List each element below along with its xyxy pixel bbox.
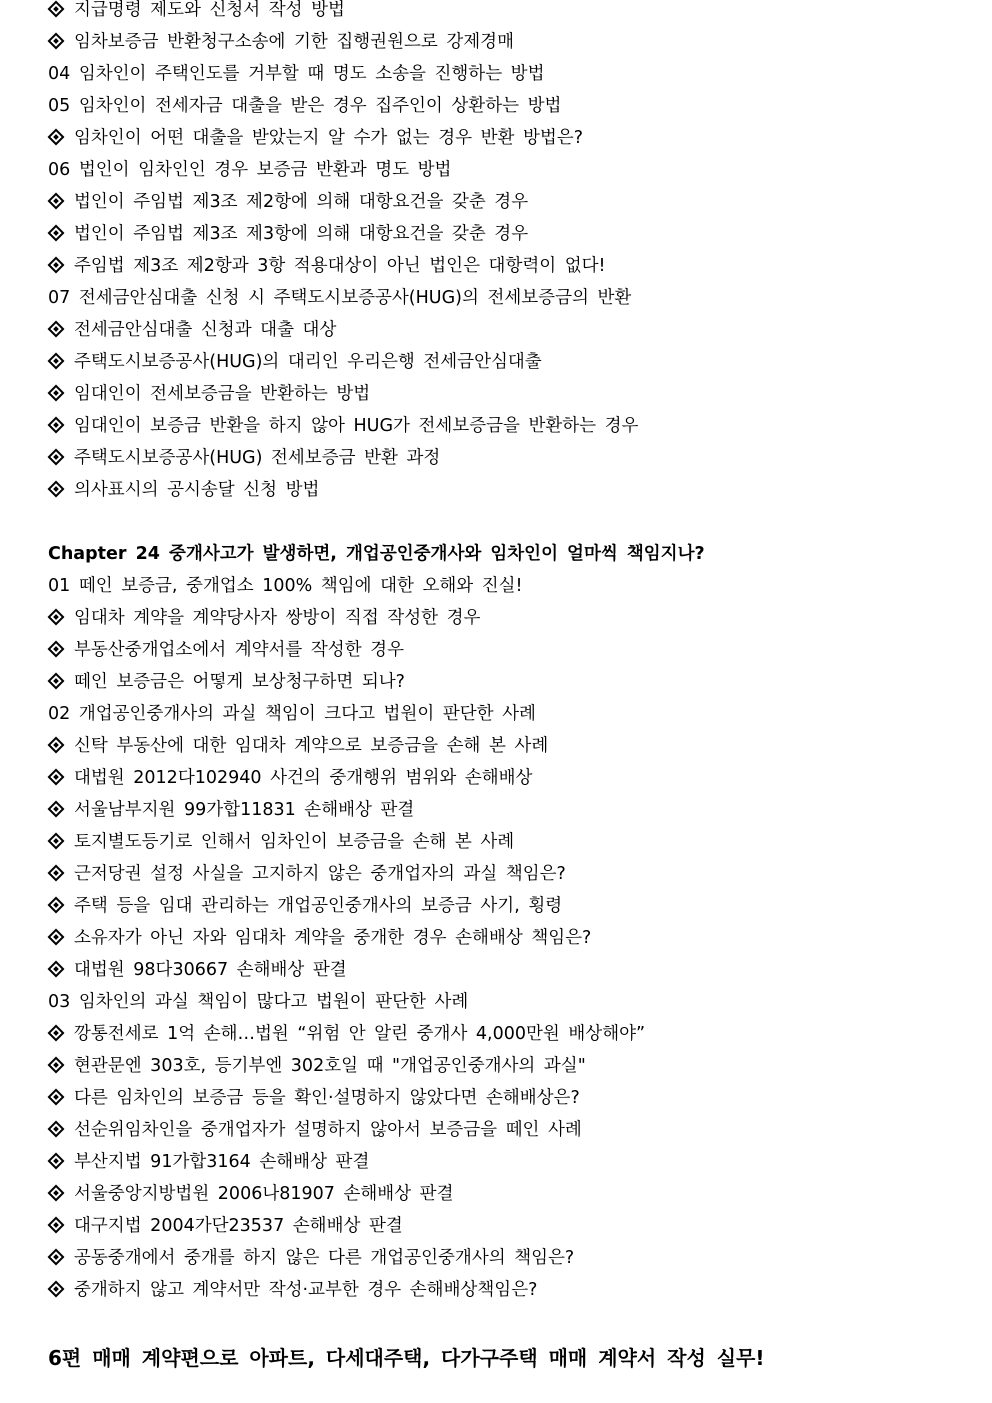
spacer: [48, 506, 968, 538]
toc-item-text: 01 떼인 보증금, 중개업소 100% 책임에 대한 오해와 진실!: [48, 576, 523, 596]
diamond-bullet-icon: [48, 321, 65, 338]
toc-item-text: 02 개업공인중개사의 과실 책임이 크다고 법원이 판단한 사례: [48, 704, 536, 724]
diamond-bullet-icon: [48, 961, 65, 978]
toc-bullet-item: [48, 602, 968, 634]
toc-item-text: 다른 임차인의 보증금 등을 확인·설명하지 않았다면 손해배상은?: [74, 1088, 580, 1108]
diamond-bullet-icon: [48, 1089, 65, 1106]
toc-bullet-item: [48, 1274, 968, 1306]
toc-block-2: [48, 570, 968, 1306]
toc-item-text: 04 임차인이 주택인도를 거부할 때 명도 소송을 진행하는 방법: [48, 64, 545, 84]
toc-item-text: 의사표시의 공시송달 신청 방법: [74, 480, 320, 500]
toc-item-text: 부동산중개업소에서 계약서를 작성한 경우: [74, 640, 404, 660]
diamond-bullet-icon: [48, 1057, 65, 1074]
toc-item-text: 임대인이 전세보증금을 반환하는 방법: [74, 384, 371, 404]
toc-bullet-item: [48, 730, 968, 762]
diamond-bullet-icon: [48, 257, 65, 274]
toc-item-text: 주택도시보증공사(HUG)의 대리인 우리은행 전세금안심대출: [74, 352, 542, 372]
toc-item-text: 근저당권 설정 사실을 고지하지 않은 중개업자의 과실 책임은?: [74, 864, 566, 884]
toc-bullet-item: [48, 442, 968, 474]
toc-item-text: 06 법인이 임차인인 경우 보증금 반환과 명도 방법: [48, 160, 452, 180]
toc-bullet-item: [48, 1178, 968, 1210]
toc-item-text: 중개하지 않고 계약서만 작성·교부한 경우 손해배상책임은?: [74, 1280, 538, 1300]
diamond-bullet-icon: [48, 225, 65, 242]
diamond-bullet-icon: [48, 769, 65, 786]
toc-bullet-item: [48, 410, 968, 442]
toc-item-text: 부산지법 91가합3164 손해배상 판결: [74, 1152, 370, 1172]
diamond-bullet-icon: [48, 1025, 65, 1042]
toc-bullet-item: [48, 218, 968, 250]
diamond-bullet-icon: [48, 385, 65, 402]
diamond-bullet-icon: [48, 1281, 65, 1298]
diamond-bullet-icon: [48, 897, 65, 914]
part-title: 6편 매매 계약편으로 아파트, 다세대주택, 다가구주택 매매 계약서 작성 실무!: [48, 1346, 765, 1370]
toc-bullet-item: [48, 122, 968, 154]
toc-bullet-item: [48, 250, 968, 282]
toc-item-text: 03 임차인의 과실 책임이 많다고 법원이 판단한 사례: [48, 992, 469, 1012]
chapter-title: Chapter 24 중개사고가 발생하면, 개업공인중개사와 임차인이 얼마씩 책임지나?: [48, 544, 705, 564]
toc-item-text: 주택도시보증공사(HUG) 전세보증금 반환 과정: [74, 448, 441, 468]
toc-bullet-item: [48, 634, 968, 666]
toc-bullet-item: [48, 378, 968, 410]
toc-item-text: 07 전세금안심대출 신청 시 주택도시보증공사(HUG)의 전세보증금의 반환: [48, 288, 632, 308]
toc-item-text: 서울중앙지방법원 2006나81907 손해배상 판결: [74, 1184, 454, 1204]
toc-item-text: 임차인이 어떤 대출을 받았는지 알 수가 없는 경우 반환 방법은?: [74, 128, 583, 148]
toc-item-text: 선순위임차인을 중개업자가 설명하지 않아서 보증금을 떼인 사례: [74, 1120, 582, 1140]
toc-item-text: 법인이 주임법 제3조 제3항에 의해 대항요건을 갖춘 경우: [74, 224, 529, 244]
toc-item-text: 신탁 부동산에 대한 임대차 계약으로 보증금을 손해 본 사례: [74, 736, 549, 756]
toc-item-text: 임차보증금 반환청구소송에 기한 집행권원으로 강제경매: [74, 32, 514, 52]
toc-bullet-item: [48, 474, 968, 506]
diamond-bullet-icon: [48, 481, 65, 498]
diamond-bullet-icon: [48, 417, 65, 434]
toc-bullet-item: [48, 666, 968, 698]
toc-item-text: 주임법 제3조 제2항과 3항 적용대상이 아닌 법인은 대항력이 없다!: [74, 256, 606, 276]
toc-item-text: 임대차 계약을 계약당사자 쌍방이 직접 작성한 경우: [74, 608, 481, 628]
toc-item-text: 공동중개에서 중개를 하지 않은 다른 개업공인중개사의 책임은?: [74, 1248, 575, 1268]
diamond-bullet-icon: [48, 129, 65, 146]
diamond-bullet-icon: [48, 1, 65, 18]
toc-item-text: 법인이 주임법 제3조 제2항에 의해 대항요건을 갖춘 경우: [74, 192, 529, 212]
toc-bullet-item: [48, 1146, 968, 1178]
toc-block-1: [48, 0, 968, 506]
toc-bullet-item: [48, 1114, 968, 1146]
diamond-bullet-icon: [48, 801, 65, 818]
toc-item-text: 소유자가 아닌 자와 임대차 계약을 중개한 경우 손해배상 책임은?: [74, 928, 592, 948]
toc-bullet-item: [48, 762, 968, 794]
toc-item-text: 토지별도등기로 인해서 임차인이 보증금을 손해 본 사례: [74, 832, 515, 852]
toc-bullet-item: [48, 826, 968, 858]
toc-item-text: 떼인 보증금은 어떻게 보상청구하면 되나?: [74, 672, 405, 692]
toc-section-item: [48, 282, 968, 314]
toc-bullet-item: [48, 314, 968, 346]
toc-bullet-item: [48, 1082, 968, 1114]
toc-bullet-item: [48, 1018, 968, 1050]
diamond-bullet-icon: [48, 1217, 65, 1234]
toc-bullet-item: [48, 858, 968, 890]
toc-bullet-item: [48, 1242, 968, 1274]
toc-section-item: [48, 154, 968, 186]
diamond-bullet-icon: [48, 833, 65, 850]
toc-item-text: 05 임차인이 전세자금 대출을 받은 경우 집주인이 상환하는 방법: [48, 96, 562, 116]
diamond-bullet-icon: [48, 929, 65, 946]
diamond-bullet-icon: [48, 33, 65, 50]
toc-bullet-item: [48, 1210, 968, 1242]
toc-bullet-item: [48, 0, 968, 26]
toc-bullet-item: [48, 794, 968, 826]
diamond-bullet-icon: [48, 737, 65, 754]
toc-item-text: 대법원 2012다102940 사건의 중개행위 범위와 손해배상: [74, 768, 533, 788]
toc-bullet-item: [48, 1050, 968, 1082]
toc-item-text: 현관문엔 303호, 등기부엔 302호일 때 "개업공인중개사의 과실": [74, 1056, 586, 1076]
toc-bullet-item: [48, 186, 968, 218]
diamond-bullet-icon: [48, 449, 65, 466]
toc-bullet-item: [48, 890, 968, 922]
diamond-bullet-icon: [48, 865, 65, 882]
toc-item-text: 전세금안심대출 신청과 대출 대상: [74, 320, 337, 340]
toc-bullet-item: [48, 26, 968, 58]
toc-item-text: 임대인이 보증금 반환을 하지 않아 HUG가 전세보증금을 반환하는 경우: [74, 416, 639, 436]
toc-section-item: [48, 570, 968, 602]
toc-item-text: 지급명령 제도와 신청서 작성 방법: [74, 0, 345, 20]
spacer: [48, 1306, 968, 1338]
toc-bullet-item: [48, 922, 968, 954]
toc-item-text: 서울남부지원 99가합11831 손해배상 판결: [74, 800, 415, 820]
toc-item-text: 대구지법 2004가단23537 손해배상 판결: [74, 1216, 403, 1236]
diamond-bullet-icon: [48, 193, 65, 210]
toc-bullet-item: [48, 346, 968, 378]
diamond-bullet-icon: [48, 1185, 65, 1202]
diamond-bullet-icon: [48, 353, 65, 370]
toc-section-item: [48, 90, 968, 122]
diamond-bullet-icon: [48, 1249, 65, 1266]
toc-item-text: 주택 등을 임대 관리하는 개업공인중개사의 보증금 사기, 횡령: [74, 896, 563, 916]
toc-item-text: 대법원 98다30667 손해배상 판결: [74, 960, 347, 980]
diamond-bullet-icon: [48, 1153, 65, 1170]
table-of-contents: [48, 0, 968, 1378]
toc-section-item: [48, 698, 968, 730]
diamond-bullet-icon: [48, 1121, 65, 1138]
toc-section-item: [48, 58, 968, 90]
toc-section-item: [48, 986, 968, 1018]
toc-bullet-item: [48, 954, 968, 986]
diamond-bullet-icon: [48, 609, 65, 626]
diamond-bullet-icon: [48, 641, 65, 658]
toc-item-text: 깡통전세로 1억 손해…법원 “위험 안 알린 중개사 4,000만원 배상해야”: [74, 1024, 646, 1044]
diamond-bullet-icon: [48, 673, 65, 690]
